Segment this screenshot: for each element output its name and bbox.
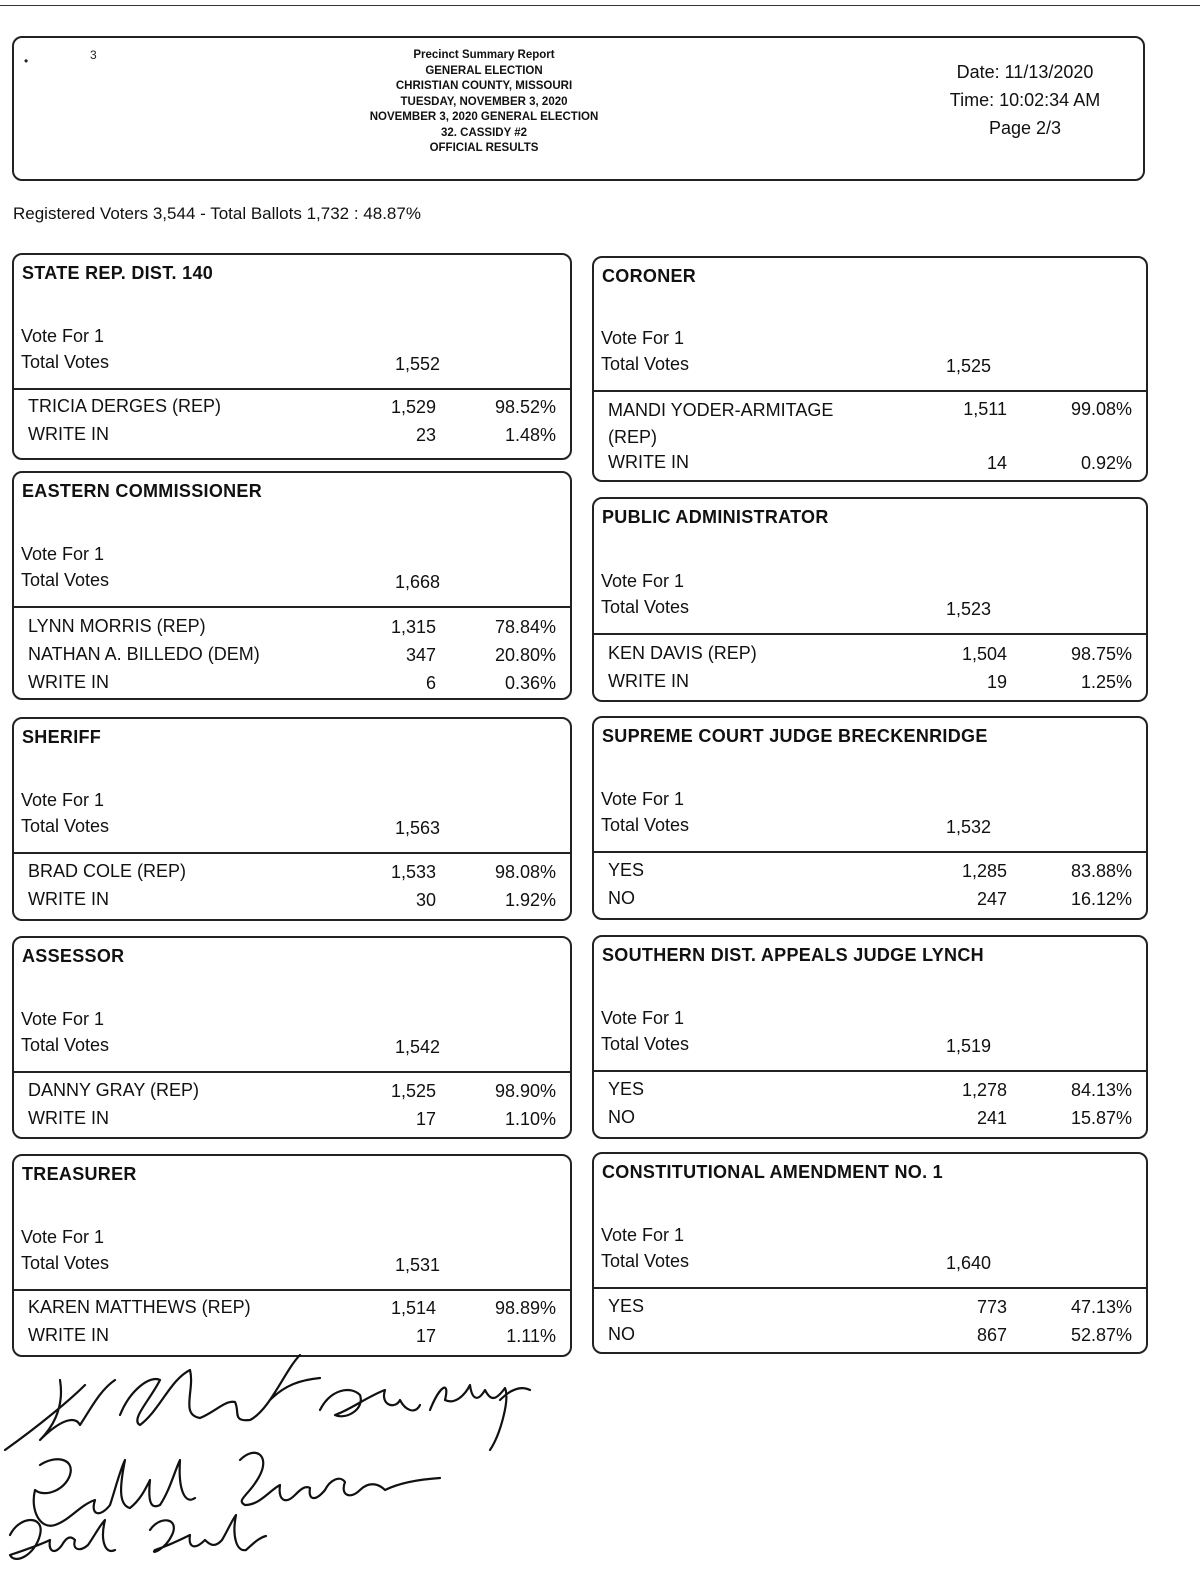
candidate-name: WRITE IN — [28, 1325, 109, 1345]
total-votes-value: 1,532 — [945, 817, 991, 837]
vote-for-label: Vote For 1 — [21, 326, 105, 346]
candidate-name: MANDI YODER-ARMITAGE (REP) — [608, 400, 834, 447]
total-votes-value: 1,525 — [945, 356, 991, 376]
contest-box — [592, 935, 1148, 1139]
total-votes-value: 1,563 — [394, 818, 440, 838]
contest-title: TREASURER — [22, 1164, 137, 1184]
candidate-name: WRITE IN — [608, 452, 689, 472]
candidate-votes: 17 — [415, 1109, 436, 1129]
total-votes-label: Total Votes — [601, 597, 690, 617]
candidate-votes: 867 — [976, 1325, 1007, 1345]
report-title-block — [314, 48, 654, 157]
candidate-percent: 1.10% — [504, 1109, 556, 1129]
candidate-name: YES — [608, 1296, 645, 1316]
contest-title: CORONER — [602, 266, 697, 286]
candidate-row — [28, 1296, 556, 1324]
candidate-percent: 47.13% — [1070, 1297, 1132, 1317]
candidate-row — [608, 642, 1132, 670]
candidate-percent: 98.75% — [1070, 644, 1132, 664]
candidate-name: BRAD COLE (REP) — [28, 861, 187, 881]
candidate-percent: 52.87% — [1070, 1325, 1132, 1345]
vote-for-label: Vote For 1 — [21, 790, 105, 810]
candidate-percent: 0.92% — [1080, 453, 1132, 473]
total-votes-value: 1,640 — [945, 1253, 991, 1273]
candidate-votes: 30 — [415, 890, 436, 910]
candidate-percent: 1.11% — [506, 1326, 556, 1346]
contest-box — [12, 471, 572, 700]
header-line: NOVEMBER 3, 2020 GENERAL ELECTION — [369, 111, 599, 123]
vote-for-label: Vote For 1 — [21, 1009, 105, 1029]
total-votes-label: Total Votes — [601, 815, 690, 835]
candidate-name: WRITE IN — [608, 671, 689, 691]
contest-title: STATE REP. DIST. 140 — [22, 263, 214, 283]
candidate-votes: 23 — [415, 425, 436, 445]
page-top-rule — [0, 5, 1200, 6]
candidate-votes: 1,278 — [961, 1080, 1007, 1100]
contest-divider — [594, 851, 1146, 853]
candidate-votes: 241 — [976, 1108, 1007, 1128]
candidate-votes: 247 — [976, 889, 1007, 909]
candidate-name: DANNY GRAY (REP) — [28, 1080, 200, 1100]
contest-divider — [594, 1287, 1146, 1289]
total-votes-label: Total Votes — [21, 1253, 110, 1273]
contest-divider — [594, 1070, 1146, 1072]
total-votes-value: 1,523 — [945, 599, 991, 619]
candidate-votes: 347 — [405, 645, 436, 665]
candidate-name: NATHAN A. BILLEDO (DEM) — [28, 644, 260, 664]
candidate-row — [28, 860, 556, 888]
contest-box — [592, 716, 1148, 920]
contest-title: EASTERN COMMISSIONER — [22, 481, 263, 501]
candidate-row — [608, 1106, 1132, 1134]
candidate-row — [28, 643, 556, 671]
total-votes-value: 1,519 — [945, 1036, 991, 1056]
candidate-votes: 1,529 — [390, 397, 436, 417]
candidate-name: KEN DAVIS (REP) — [608, 643, 757, 663]
candidate-name: NO — [608, 1324, 635, 1344]
report-header — [12, 36, 1145, 181]
header-line: CHRISTIAN COUNTY, MISSOURI — [395, 80, 573, 92]
corner-number: 3 — [90, 48, 97, 62]
contest-title: ASSESSOR — [22, 946, 125, 966]
candidate-row — [608, 859, 1132, 887]
report-date: Date: 11/13/2020 — [956, 62, 1094, 82]
vote-for-label: Vote For 1 — [21, 544, 105, 564]
candidate-votes: 1,514 — [390, 1298, 436, 1318]
candidate-percent: 98.89% — [494, 1298, 556, 1318]
candidate-row — [608, 1078, 1132, 1106]
candidate-percent: 20.80% — [494, 645, 556, 665]
report-page: Page 2/3 — [988, 118, 1062, 138]
candidate-votes: 1,525 — [390, 1081, 436, 1101]
contest-title: CONSTITUTIONAL AMENDMENT NO. 1 — [602, 1162, 943, 1182]
header-line: 32. CASSIDY #2 — [440, 126, 528, 139]
candidate-percent: 1.92% — [504, 890, 556, 910]
candidate-percent: 1.48% — [504, 425, 556, 445]
candidate-name: WRITE IN — [28, 889, 109, 909]
candidate-row — [608, 451, 1132, 479]
candidate-row — [28, 1079, 556, 1107]
candidate-row — [608, 887, 1132, 915]
candidate-row — [28, 671, 556, 699]
candidate-name: NO — [608, 1107, 635, 1127]
candidate-row — [28, 395, 556, 423]
candidate-votes: 1,315 — [390, 617, 436, 637]
candidate-row — [28, 423, 556, 451]
candidate-percent: 98.52% — [494, 397, 556, 417]
total-votes-value: 1,552 — [394, 354, 440, 374]
contest-box — [12, 1154, 572, 1357]
candidate-percent: 15.87% — [1070, 1108, 1132, 1128]
candidate-percent: 98.08% — [494, 862, 556, 882]
contest-box — [12, 717, 572, 921]
candidate-percent: 0.36% — [504, 673, 556, 693]
total-votes-value: 1,542 — [394, 1037, 440, 1057]
vote-for-label: Vote For 1 — [601, 1008, 685, 1028]
total-votes-label: Total Votes — [601, 354, 690, 374]
contest-box — [12, 253, 572, 460]
total-votes-label: Total Votes — [601, 1251, 690, 1271]
total-votes-label: Total Votes — [21, 570, 110, 590]
vote-for-label: Vote For 1 — [601, 789, 685, 809]
vote-for-label: Vote For 1 — [21, 1227, 105, 1247]
report-meta — [915, 58, 1135, 142]
contest-title: SUPREME COURT JUDGE BRECKENRIDGE — [602, 726, 988, 746]
candidate-row — [608, 1295, 1132, 1323]
corner-mark: • — [24, 54, 29, 68]
candidate-votes: 17 — [415, 1326, 436, 1346]
candidate-name: TRICIA DERGES (REP) — [28, 396, 222, 416]
candidate-votes: 14 — [986, 453, 1007, 473]
candidate-name: WRITE IN — [28, 672, 109, 692]
total-votes-label: Total Votes — [601, 1034, 690, 1054]
candidate-row — [28, 888, 556, 916]
contest-divider — [14, 388, 570, 390]
official-signatures — [0, 1340, 560, 1580]
candidate-row — [608, 1323, 1132, 1351]
header-line: TUESDAY, NOVEMBER 3, 2020 — [400, 95, 568, 108]
contest-title: PUBLIC ADMINISTRATOR — [602, 507, 829, 527]
contest-divider — [14, 1071, 570, 1073]
total-votes-value: 1,531 — [394, 1255, 440, 1275]
contest-box — [592, 256, 1148, 482]
contest-title: SHERIFF — [22, 727, 102, 747]
total-votes-label: Total Votes — [21, 816, 110, 836]
vote-for-label: Vote For 1 — [601, 571, 685, 591]
turnout-summary: Registered Voters 3,544 - Total Ballots 1,732 : 48.87% — [13, 204, 421, 223]
vote-for-label: Vote For 1 — [601, 328, 685, 348]
total-votes-label: Total Votes — [21, 1035, 110, 1055]
total-votes-label: Total Votes — [21, 352, 110, 372]
candidate-name: KAREN MATTHEWS (REP) — [28, 1297, 251, 1317]
candidate-percent: 1.25% — [1080, 672, 1132, 692]
total-votes-value: 1,668 — [394, 572, 440, 592]
header-line: Precinct Summary Report — [413, 49, 555, 61]
contest-divider — [594, 633, 1146, 635]
contest-divider — [14, 852, 570, 854]
candidate-percent: 16.12% — [1070, 889, 1132, 909]
candidate-percent: 84.13% — [1070, 1080, 1132, 1100]
candidate-votes: 1,285 — [961, 861, 1007, 881]
header-line: GENERAL ELECTION — [425, 64, 543, 77]
candidate-votes: 1,504 — [961, 644, 1007, 664]
candidate-row — [28, 1107, 556, 1135]
contest-divider — [14, 1289, 570, 1291]
candidate-name: LYNN MORRIS (REP) — [28, 616, 206, 636]
candidate-row — [608, 397, 1132, 447]
candidate-percent: 98.90% — [494, 1081, 556, 1101]
contest-box — [592, 497, 1148, 702]
candidate-percent: 83.88% — [1070, 861, 1132, 881]
report-time: Time: 10:02:34 AM — [949, 90, 1101, 110]
candidate-percent: 78.84% — [494, 617, 556, 637]
candidate-name: NO — [608, 888, 635, 908]
candidate-row — [608, 670, 1132, 698]
vote-for-label: Vote For 1 — [601, 1225, 685, 1245]
contest-title: SOUTHERN DIST. APPEALS JUDGE LYNCH — [602, 945, 984, 965]
candidate-votes: 1,511 — [963, 399, 1007, 419]
candidate-votes: 1,533 — [390, 862, 436, 882]
candidate-name: WRITE IN — [28, 1108, 109, 1128]
candidate-votes: 773 — [976, 1297, 1007, 1317]
candidate-name: YES — [608, 860, 645, 880]
contest-box — [12, 936, 572, 1139]
candidate-row — [28, 615, 556, 643]
candidate-name: YES — [608, 1079, 645, 1099]
candidate-votes: 6 — [425, 673, 436, 693]
contest-box — [592, 1152, 1148, 1354]
contest-divider — [14, 606, 570, 608]
header-line: OFFICIAL RESULTS — [429, 142, 539, 154]
candidate-votes: 19 — [986, 672, 1007, 692]
candidate-percent: 99.08% — [1070, 399, 1132, 419]
contest-divider — [594, 390, 1146, 392]
candidate-name: WRITE IN — [28, 424, 109, 444]
